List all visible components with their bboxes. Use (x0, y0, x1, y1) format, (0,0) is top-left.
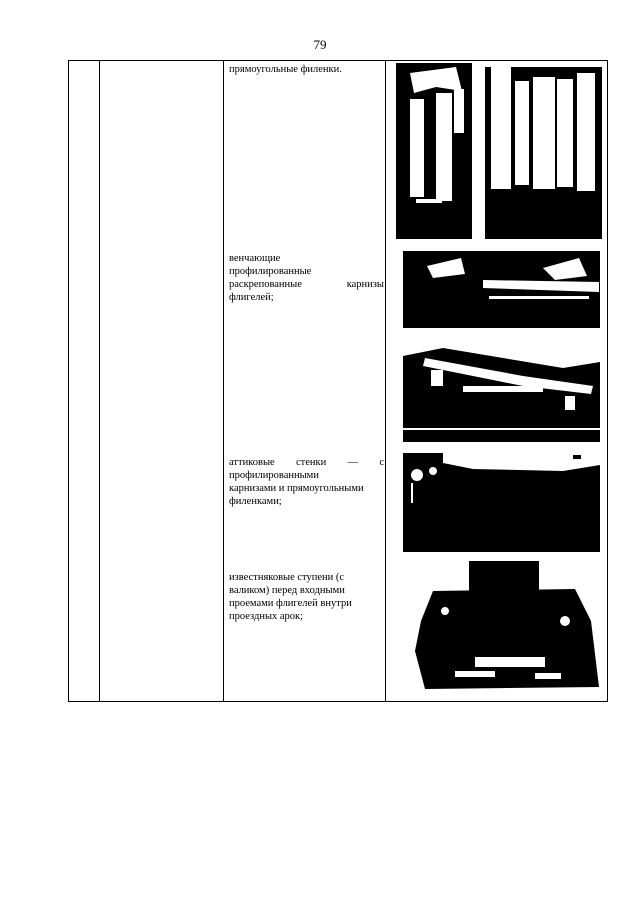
page-number: 79 (313, 37, 327, 52)
row-1-text: прямоугольные филенки. (229, 64, 342, 75)
photo-limestone-steps (415, 561, 599, 691)
row-3-description (229, 456, 384, 508)
row-4-line-1: известняковые ступени (с (229, 572, 345, 583)
column-divider-3 (385, 61, 386, 701)
row-1-description (229, 63, 384, 76)
row-3-line-2: профилированными (229, 470, 319, 481)
row-2-line-1: венчающие (229, 253, 281, 264)
photo-cornice-bottom (403, 342, 600, 442)
row-4-line-2: валиком) перед входными (229, 585, 345, 596)
row-2-line-3: раскрепованные карнизы (229, 279, 384, 290)
column-divider-2 (223, 61, 224, 701)
photo-attic-walls (403, 453, 600, 552)
row-2-description (229, 252, 384, 304)
row-4-description (229, 571, 384, 623)
monument-table (68, 60, 608, 702)
photo-cornice-top (403, 248, 600, 328)
row-3-line-1: аттиковые стенки — с (229, 457, 384, 468)
row-3-line-3: карнизами и прямоугольными (229, 483, 364, 494)
row-3-line-4: филенками; (229, 496, 282, 507)
photo-panels-left (396, 63, 472, 239)
photo-panels-right (485, 63, 602, 239)
row-2-line-2: профилированные (229, 266, 312, 277)
row-2-line-4: флигелей; (229, 292, 274, 303)
column-divider-1 (99, 61, 100, 701)
row-4-line-3: проемами флигелей внутри (229, 598, 352, 609)
row-4-line-4: проездных арок; (229, 611, 304, 622)
